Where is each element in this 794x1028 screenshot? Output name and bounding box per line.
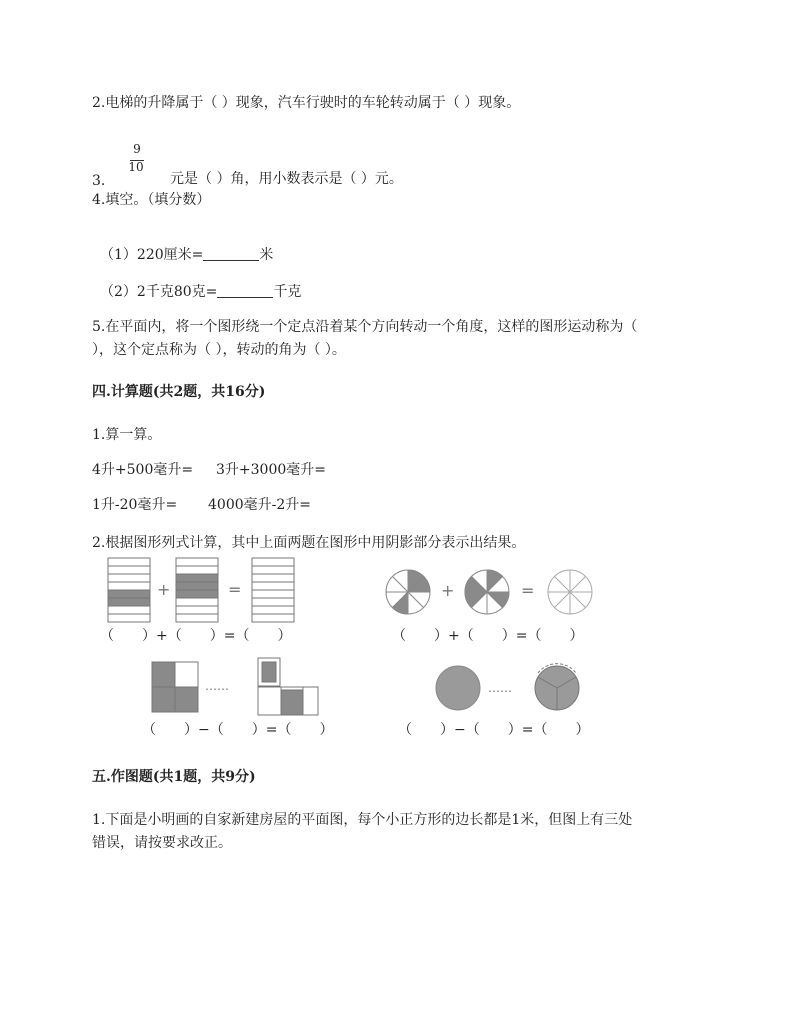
section-4-q1-title: 1.算一算。	[92, 427, 162, 443]
circle-eighths-answer	[548, 570, 592, 614]
answer-row-add-2[interactable]: （ ）+（ ）=（ ）	[392, 628, 584, 644]
rect-strips-1	[108, 558, 150, 622]
section-5-q1-line-1: 1.下面是小明画的自家新建房屋的平面图，每个小正方形的边长都是1米，但图上有三处	[92, 812, 633, 828]
dots-2: ……	[488, 681, 512, 695]
question-4-item-2	[100, 283, 301, 301]
square-grid-2	[258, 658, 318, 715]
answer-row-sub-2[interactable]: （ ）−（ ）=（ ）	[398, 722, 590, 738]
circle-eighths-1	[386, 570, 430, 614]
circle-thirds	[535, 664, 579, 710]
answer-row-add-1[interactable]: （ ）+（ ）=（ ）	[100, 628, 292, 644]
question-5-line-1: 5.在平面内，将一个图形绕一个定点沿着某个方向转动一个角度，这样的图形运动称为（	[92, 319, 638, 335]
rect-strips-2	[176, 558, 218, 622]
question-3-number: 3.	[92, 173, 106, 189]
question-5-line-2: ），这个定点称为（ ），转动的角为（ ）。	[92, 342, 346, 358]
section-5-heading: 五.作图题(共1题，共9分)	[92, 769, 256, 785]
calc-row-1-a: 4升+500毫升=	[92, 462, 194, 478]
answer-blank-1[interactable]	[203, 246, 259, 261]
section-4-heading: 四.计算题(共2题，共16分)	[92, 384, 266, 400]
fraction-numerator: 9	[133, 142, 141, 156]
question-2: 2.电梯的升降属于（ ）现象，汽车行驶时的车轮转动属于（ ）现象。	[92, 95, 521, 111]
calc-row-2-b: 4000毫升-2升=	[208, 497, 311, 513]
circle-eighths-2	[465, 570, 509, 614]
section-5-q1-line-2: 错误，请按要求改正。	[92, 835, 232, 851]
question-4-item-1	[100, 246, 273, 264]
section-4-q2-title: 2.根据图形列式计算，其中上面两题在图形中用阴影部分表示出结果。	[92, 535, 526, 551]
equals-sign-2: =	[521, 581, 535, 600]
plus-sign-1: +	[157, 580, 171, 599]
rect-strips-answer	[252, 558, 294, 622]
equals-sign-1: =	[228, 580, 242, 599]
dots-1: ……	[205, 679, 229, 693]
answer-row-sub-1[interactable]: （ ）−（ ）=（ ）	[142, 722, 334, 738]
fraction-denominator: 10	[128, 160, 144, 174]
square-grid-1	[152, 662, 198, 712]
circle-full	[436, 666, 480, 710]
question-3-text: 元是（ ）角，用小数表示是（ ）元。	[170, 171, 403, 187]
plus-sign-2: +	[441, 581, 455, 600]
item-1-right: 米	[259, 247, 274, 263]
calc-row-1-b: 3升+3000毫升=	[216, 462, 326, 478]
item-1-left: （1）220厘米=	[100, 247, 204, 263]
item-2-right: 千克	[273, 284, 302, 300]
answer-blank-2[interactable]	[217, 283, 273, 298]
figure-diagrams	[0, 550, 794, 750]
calc-row-2-a: 1升-20毫升=	[92, 497, 178, 513]
question-4-title: 4.填空。（填分数）	[92, 192, 211, 208]
item-2-left: （2）2千克80克=	[100, 284, 218, 300]
